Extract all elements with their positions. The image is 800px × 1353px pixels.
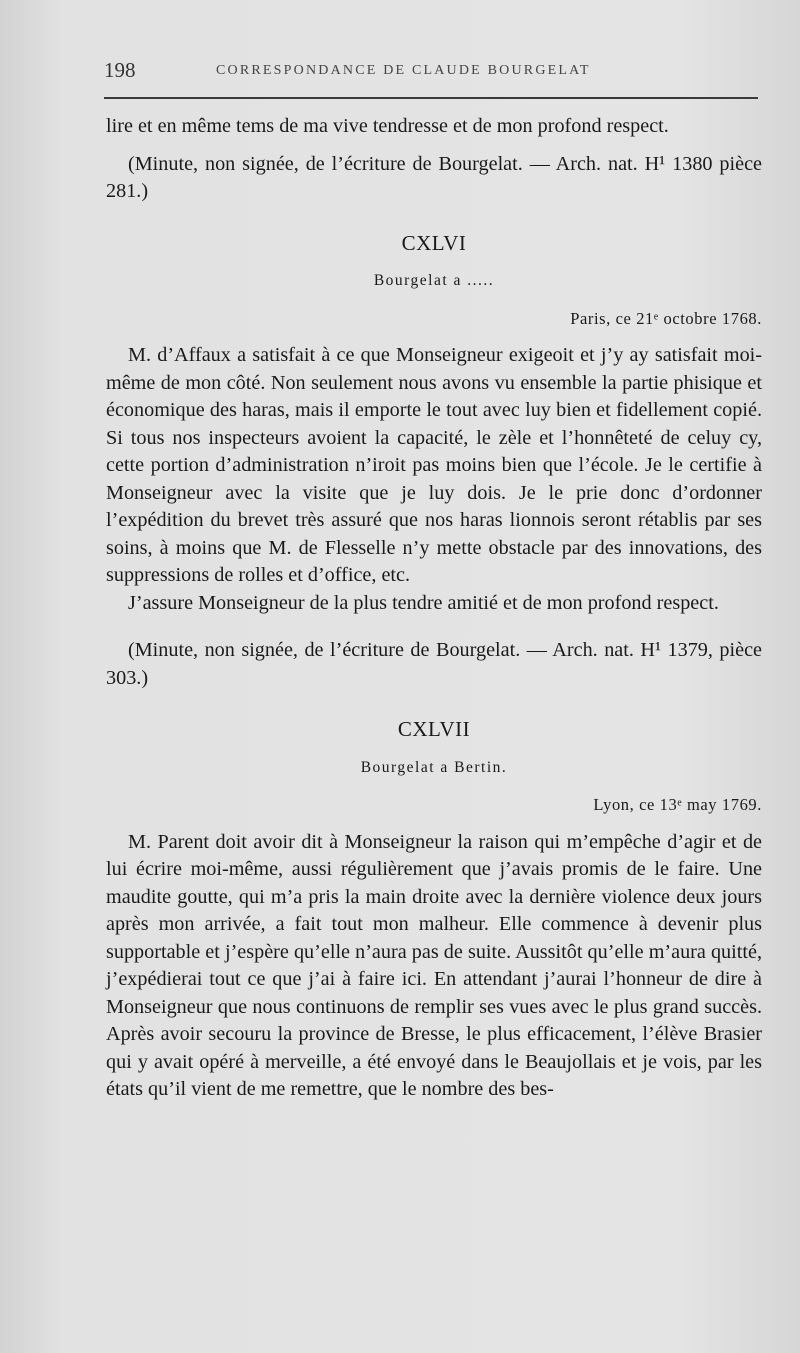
running-head: CORRESPONDANCE DE CLAUDE BOURGELAT [216,63,591,78]
page-header [104,58,760,84]
page-number: 198 [104,58,136,82]
closing-line: lire et en même tems de ma vive tendresse et de mon profond respect. [106,115,669,137]
letter-number-cxlvii: CXLVII [397,717,471,741]
letter-dateline-cxlvii: Lyon, ce 13ᵉ may 1769. [593,795,762,814]
source-note-2: (Minute, non signée, de l’écriture de Bourgelat. — Arch. nat. H¹ 1379, pièce 303.) [106,639,762,689]
source-note-1: (Minute, non signée, de l’écriture de Bourgelat. — Arch. nat. H¹ 1380 pièce 281.) [106,152,762,202]
letter-paragraph: M. d’Affaux a satisfait à ce que Monseigneur exigeoit et j’y ay satisfait moi-même de mon côté. Non seulement nous avons vu ensemble la partie phisique et économique des haras, mais il emporte le tout avec luy bien et fidellement copié. Si tous nos inspecteurs avoient la capacité, le zèle et l’honnêteté de celuy cy, cette portion d’administration n’iroit pas moins bien que l’école. Je le certifie à Monseigneur avec la visite que je luy dois. Je le prie donc d’ordonner l’expédition du brevet très assuré que nos haras lionnois seront rétablis par ses soins, à moins que M. de Flesselle n’y mette obstacle par des innovations, des suppressions de rolles et d’office, etc. [106,344,762,586]
page-body [106,113,762,1104]
header-rule [104,97,758,99]
letter-dateline-cxlvi: Paris, ce 21ᵉ octobre 1768. [570,308,762,328]
letter-address-cxlvi: Bourgelat a ..... [373,272,495,289]
letter-address-cxlvii: Bourgelat a Bertin. [360,758,508,776]
letter-paragraph: M. Parent doit avoir dit à Monseigneur la raison qui m’empêche d’agir et de lui écrire moi-même, aussi régulièrement que j’avais promis de le faire. Une maudite goutte, qui m’a pris la main droite avec la dernière violence deux jours après mon arrivée, a fait tout mon malheur. Elle commence à devenir plus supportable et j’espère qu’elle n’aura pas de suite. Aussitôt qu’elle m’aura quitté, j’expédierai tout ce que j’ai à faire ici. En attendant j’aurai l’honneur de dire à Monseigneur que nous continuons de remplir ses vues avec le plus grand succès. Après avoir secouru la province de Bresse, le plus efficacement, l’élève Brasier qui y avait opéré à merveille, a été envoyé dans le Beaujollais et je vois, par les états qu’il vient de me remettre, que le nombre des bes- [106,830,762,1100]
letter-number-cxlvi: CXLVI [401,230,467,255]
letter-paragraph: J’assure Monseigneur de la plus tendre amitié et de mon profond respect. [128,591,719,614]
